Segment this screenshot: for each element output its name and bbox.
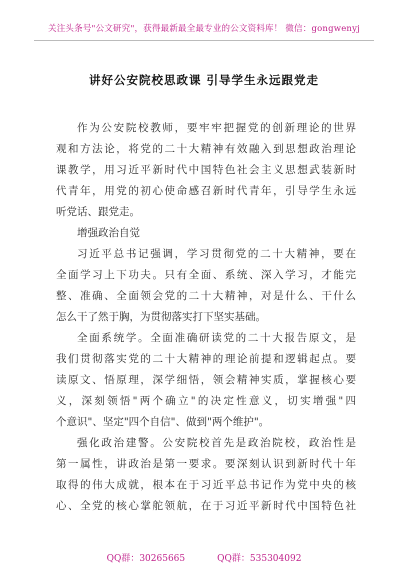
section-heading: 增强政治自觉 (77, 227, 140, 239)
footer-qq-group-2: QQ群：535304092 (217, 554, 302, 564)
body-line: 观和方法论，将党的二十大精神有效融入到思想政治理论 (56, 143, 356, 155)
body-line: 第一属性，讲政治是第一要求。要深刻认识到新时代十年 (56, 458, 356, 470)
body-line: 我们贯彻落实党的二十大精神的理论前提和逻辑起点。要 (56, 353, 356, 365)
body-line: 课教学，用习近平新时代中国特色社会主义思想武装新时 (56, 164, 356, 176)
body-line: 个意识"、坚定"四个自信"、做到"两个维护"。 (56, 416, 270, 428)
body-line: 读原文、悟原理，深学细悟，领会精神实质，掌握核心要 (56, 374, 356, 386)
footer-qq-group-1: QQ群：30265665 (106, 554, 186, 564)
header-watermark-note: 关注头条号"公文研究"，获得最新最全最专业的公文资料库！ 微信：gongwenyj (48, 24, 360, 34)
body-line: 听党话、跟党走。 (56, 206, 140, 218)
body-line: 习近平总书记强调，学习贯彻党的二十大精神，要在 (77, 248, 356, 260)
body-line: 全面学习上下功夫。只有全面、系统、深入学习，才能完 (56, 269, 356, 281)
body-line: 取得的伟大成就，根本在于习近平总书记作为党中央的核 (56, 479, 356, 491)
document-title: 讲好公安院校思政课 引导学生永远跟党走 (88, 73, 319, 87)
body-line: 作为公安院校教师，要牢牢把握党的创新理论的世界 (77, 122, 356, 134)
header-divider (34, 40, 374, 41)
body-line: 义，深刻领悟"两个确立"的决定性意义，切实增强"四 (56, 395, 356, 407)
body-line: 整、准确、全面领会党的二十大精神，对是什么、干什么 (56, 290, 356, 302)
body-line: 怎么干了然于胸，为贯彻落实打下坚实基础。 (56, 311, 266, 323)
body-line: 强化政治建警。公安院校首先是政治院校，政治性是 (77, 437, 356, 449)
footer-contact (0, 551, 408, 564)
body-line: 代青年，用党的初心使命感召新时代青年，引导学生永远 (56, 185, 356, 197)
body-line: 心、全党的核心掌舵领航，在于习近平新时代中国特色社 (56, 500, 356, 512)
document-body (56, 118, 356, 517)
body-line: 全面系统学。全面准确研读党的二十大报告原文，是 (77, 332, 356, 344)
